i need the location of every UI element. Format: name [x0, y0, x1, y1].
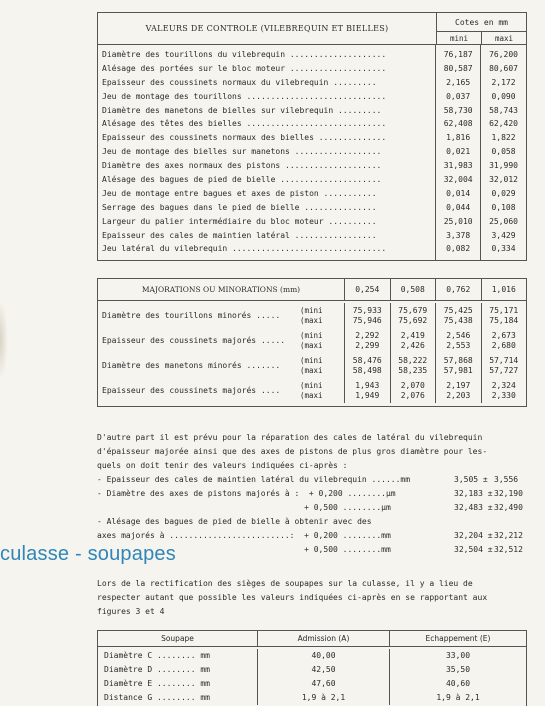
mini-value: 2,165 [446, 77, 471, 87]
col-header-echappement: Echappement (E) [425, 634, 491, 643]
row-label: Epaisseur des coussinets majorés .... [102, 386, 281, 395]
maxi-value: 0,334 [491, 244, 516, 254]
table-body [98, 301, 526, 406]
maxi-value: 2,076 [400, 390, 425, 400]
maxi-value: 31,990 [489, 161, 518, 171]
value-max: 32,190 [494, 489, 523, 498]
maxi-value: 2,172 [491, 77, 516, 87]
maxi-value: 0,029 [491, 188, 516, 198]
cotes-header-block [437, 13, 526, 44]
row-label: Diamètre des tourillons minorés ..... [102, 311, 281, 320]
maxi-value: 75,946 [352, 315, 382, 325]
mini-value: 3,378 [446, 230, 471, 240]
maxi-value: 2,553 [446, 340, 471, 350]
echappement-value: 35,50 [445, 665, 471, 674]
mini-column [436, 45, 481, 260]
col-header: 1,016 [491, 285, 516, 294]
majorations-table [97, 278, 527, 407]
col-header-admission: Admission (A) [258, 631, 390, 646]
row-label: Diamètre D ........ mm [104, 665, 210, 674]
table-body [98, 45, 526, 260]
value-max: 32,512 [494, 545, 523, 554]
paragraph-line: - Diamètre des axes de pistons majorés à : + 0,200 ........µm [97, 489, 396, 498]
maxi-value: 0,090 [491, 91, 516, 101]
maxi-value: 62,420 [489, 119, 518, 129]
mini-value: 1,816 [446, 133, 471, 143]
row-label: Jeu latéral du vilebrequin ................................ [102, 244, 387, 254]
row-label: Alésage des portées sur le bloc moteur .................... [102, 63, 387, 73]
row-label: Epaisseur des cales de maintien latéral ................. [102, 230, 377, 240]
maxi-value: 76,200 [489, 50, 518, 59]
maxi-value: 2,330 [491, 390, 516, 400]
value-min: 3,505 ± [454, 475, 488, 484]
mini-value: 31,983 [443, 161, 473, 171]
mini-value: 25,010 [443, 216, 473, 226]
table-row [98, 303, 526, 328]
control-values-table [97, 12, 527, 261]
maxi-value: 2,299 [355, 340, 380, 350]
maxi-value: 0,058 [491, 147, 516, 157]
table-title: VALEURS DE CONTROLE (VILEBREQUIN ET BIELLES) [98, 13, 437, 44]
mini-value: 0,044 [446, 202, 471, 212]
cotes-header: Cotes en mm [437, 13, 526, 32]
maxi-value: 2,203 [446, 390, 471, 400]
mini-value: 2,197 [446, 380, 471, 390]
col-header: 0,762 [436, 279, 482, 300]
paragraph-line: quels on doit tenir des valeurs indiquées ci-après : [97, 461, 348, 470]
maxi-value: 75,184 [489, 315, 519, 325]
admission-value: 1,9 à 2,1 [301, 693, 346, 702]
value-min: 32,504 ± [454, 545, 493, 554]
echappement-value: 1,9 à 2,1 [436, 693, 480, 702]
paragraph-line: Lors de la rectification des sièges de soupapes sur la culasse, il y a lieu de [97, 579, 473, 588]
mini-value: 0,014 [446, 188, 471, 198]
maxi-value: 58,235 [398, 365, 428, 375]
row-label: Alésage des têtes des bielles ............................. [102, 119, 387, 129]
value-max: 32,490 [494, 503, 523, 512]
mini-tag: (mini [300, 355, 323, 365]
mini-value: 2,324 [491, 380, 516, 390]
maxi-value: 3,429 [491, 230, 516, 240]
echappement-value: 33,00 [445, 651, 471, 660]
mini-value: 80,587 [443, 63, 473, 73]
mini-value: 58,476 [352, 355, 382, 365]
row-label: Distance G ........ mm [104, 693, 210, 702]
paragraph-line: axes majorés à .........................: + 0,200 ........mm [97, 531, 391, 540]
mini-value: 76,187 [443, 50, 473, 59]
table-header [98, 279, 526, 301]
row-label: Jeu de montage des bielles sur manetons .................. [102, 147, 382, 157]
value-max: 3,556 [494, 475, 519, 484]
maxi-value: 58,743 [489, 105, 518, 115]
row-label: Jeu de montage des tourillons ............................. [102, 91, 387, 101]
row-label: Diamètre C ........ mm [104, 651, 210, 660]
paragraph-line: respecter autant que possible les valeurs indiquées ci-après en se rapportant aux [97, 593, 488, 602]
maxi-value: 75,438 [443, 315, 473, 325]
maxi-value: 80,607 [489, 63, 518, 73]
row-label: Alésage des bagues de pied de bielle ..................... [102, 175, 382, 185]
row-label: Diamètre des tourillons du vilebrequin .................... [102, 50, 387, 59]
mini-value: 2,292 [355, 330, 380, 340]
paragraph-line: D'autre part il est prévu pour la réparation des cales de latéral du vilebrequin [97, 433, 483, 442]
col-header: 0,254 [345, 279, 391, 300]
table-title: MAJORATIONS OU MINORATIONS (mm) [98, 279, 345, 300]
mini-value: 0,037 [446, 91, 471, 101]
mini-value: 75,679 [398, 305, 428, 315]
mini-value: 75,425 [443, 305, 473, 315]
section-title: culasse - soupapes [0, 543, 176, 565]
mini-value: 0,082 [446, 244, 471, 254]
table-row [98, 378, 526, 403]
mini-tag: (mini [300, 380, 323, 390]
maxi-value: 2,426 [400, 340, 425, 350]
mini-value: 1,943 [355, 380, 380, 390]
paragraph-line: - Epaisseur des cales de maintien latéral du vilebrequin ......mm [97, 475, 411, 484]
mini-value: 32,004 [443, 175, 473, 185]
label-column [98, 45, 436, 260]
row-label: Jeu de montage entre bagues et axes de piston ........... [102, 188, 377, 198]
maxi-tag: (maxi [300, 390, 323, 400]
echappement-value: 40,60 [445, 679, 471, 688]
maxi-column [481, 45, 526, 260]
paragraph-line: - Alésage des bagues de pied de bielle à obtenir avec des [97, 517, 372, 526]
mini-value: 62,408 [443, 119, 473, 129]
col-mini-header: mini [437, 32, 482, 44]
row-label: Largeur du palier intermédiaire du bloc moteur .......... [102, 216, 377, 226]
col-header: 0,508 [391, 279, 437, 300]
admission-value: 40,00 [311, 651, 336, 660]
maxi-value: 75,692 [398, 315, 428, 325]
mini-value: 2,546 [446, 330, 471, 340]
mini-value: 2,070 [400, 380, 425, 390]
mini-value: 58,730 [443, 105, 473, 115]
maxi-value: 1,949 [355, 390, 380, 400]
value-max: 32,212 [494, 531, 523, 540]
table-header [98, 631, 526, 647]
maxi-value: 2,680 [491, 340, 516, 350]
maxi-value: 58,498 [352, 365, 382, 375]
table-row [98, 328, 526, 353]
value-min: 32,183 ± [454, 489, 493, 498]
row-label: Epaisseur des coussinets normaux des bielles .............. [102, 133, 387, 143]
col-maxi-header: maxi [494, 33, 514, 43]
row-label: Epaisseur des coussinets majorés ..... [102, 336, 286, 345]
paragraph-line: + 0,500 ........µm [97, 503, 391, 512]
maxi-tag: (maxi [300, 340, 323, 350]
row-label: Diamètre des manetons minorés ....... [102, 361, 281, 370]
admission-value: 47,60 [311, 679, 336, 688]
row-label: Epaisseur des coussinets normaux du vilebrequin ......... [102, 77, 377, 87]
paragraph-line: d'épaisseur majorée ainsi que des axes de pistons de plus gros diamètre pour les- [97, 447, 488, 456]
paragraph-line: + 0,500 ........mm [97, 545, 391, 554]
table-body [98, 647, 526, 706]
table-header [98, 13, 526, 45]
maxi-value: 32,012 [489, 175, 518, 185]
paragraph-line: figures 3 et 4 [97, 607, 165, 616]
maxi-tag: (maxi [300, 365, 323, 375]
mini-value: 58,222 [398, 355, 428, 365]
intro-paragraph [97, 577, 537, 619]
row-label: Serrage des bagues dans le pied de bielle ............... [102, 202, 377, 212]
oversize-paragraph [97, 431, 537, 557]
maxi-value: 57,727 [489, 365, 519, 375]
maxi-tag: (maxi [300, 315, 323, 325]
maxi-value: 1,822 [491, 133, 516, 143]
admission-value: 42,50 [311, 665, 336, 674]
mini-tag: (mini [300, 305, 323, 315]
scan-shadow [0, 300, 8, 380]
mini-value: 75,933 [352, 305, 382, 315]
maxi-value: 25,060 [489, 216, 518, 226]
row-label: Diamètre des axes normaux des pistons .................... [102, 161, 382, 171]
mini-tag: (mini [300, 330, 323, 340]
col-header-soupape: Soupape [98, 631, 258, 646]
value-min: 32,483 ± [454, 503, 493, 512]
row-label: Diamètre des manetons de bielles sur vilebrequin ......... [102, 105, 382, 115]
value-min: 32,204 ± [454, 531, 493, 540]
mini-value: 2,673 [491, 330, 516, 340]
mini-value: 57,714 [489, 355, 519, 365]
row-label: Diamètre E ........ mm [104, 679, 210, 688]
mini-value: 75,171 [489, 305, 519, 315]
maxi-value: 57,981 [443, 365, 473, 375]
maxi-value: 0,108 [491, 202, 516, 212]
table-row [98, 353, 526, 378]
mini-value: 0,021 [446, 147, 471, 157]
valves-table [97, 630, 527, 706]
mini-value: 2,419 [400, 330, 425, 340]
mini-value: 57,868 [443, 355, 473, 365]
